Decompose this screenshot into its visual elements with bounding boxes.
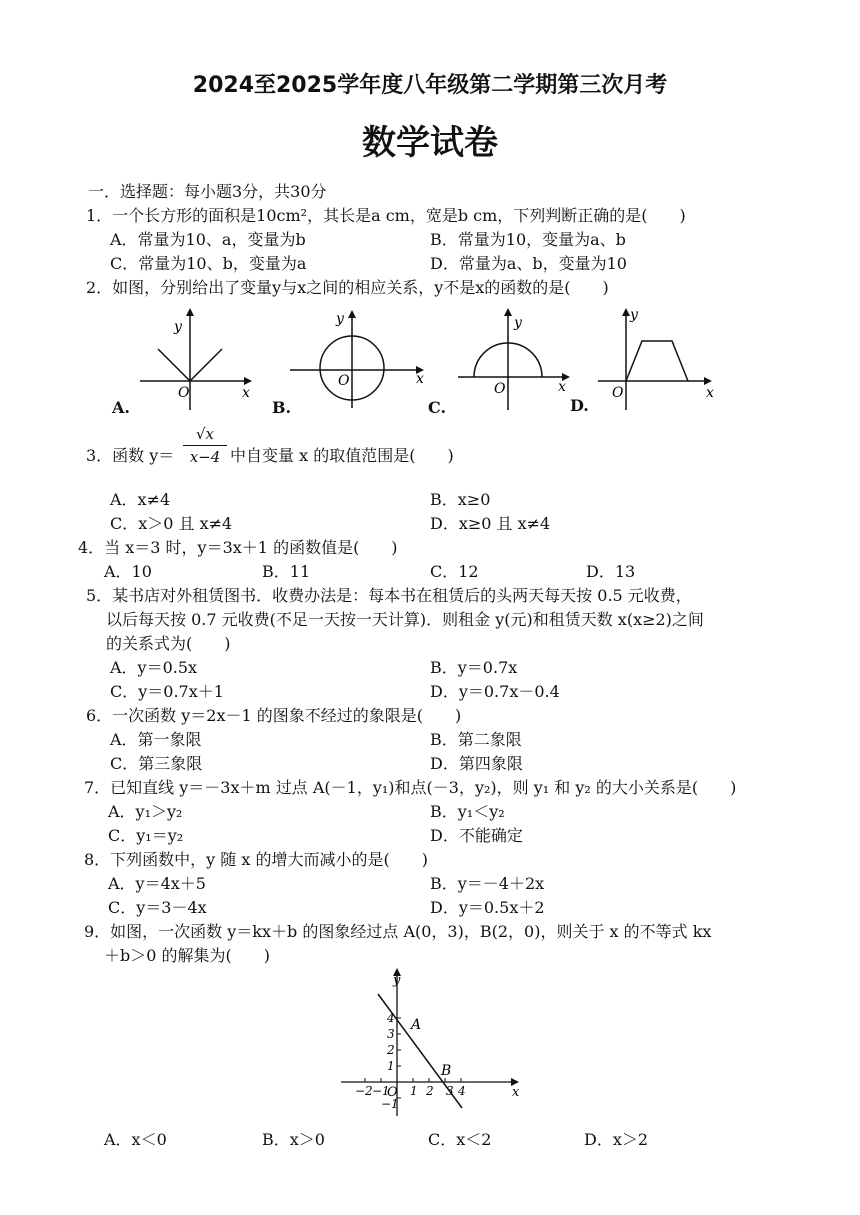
- svg-text:−1: −1: [372, 1084, 390, 1098]
- q5-option-d: D．y＝0.7x－0.4: [430, 682, 560, 701]
- svg-text:x: x: [416, 371, 424, 387]
- svg-text:3: 3: [446, 1084, 454, 1098]
- q6-option-a: A．第一象限: [110, 730, 202, 749]
- q6-stem: 6．一次函数 y＝2x－1 的图象不经过的象限是( ): [86, 706, 462, 725]
- q8-option-c: C．y＝3－4x: [108, 898, 207, 917]
- q4-option-b: B．11: [262, 562, 311, 581]
- svg-text:y: y: [336, 311, 344, 327]
- svg-text:4: 4: [387, 1011, 395, 1025]
- q3-numerator: √x: [195, 425, 215, 443]
- q5-option-b: B．y＝0.7x: [430, 658, 518, 677]
- q8-option-b: B．y＝－4＋2x: [430, 874, 545, 893]
- q4-stem: 4．当 x＝3 时，y＝3x＋1 的函数值是( ): [78, 538, 398, 557]
- svg-text:O: O: [178, 385, 190, 401]
- svg-text:A: A: [411, 1017, 422, 1033]
- q7-stem: 7．已知直线 y＝－3x＋m 过点 A(－1，y₁)和点(－3，y₂)，则 y₁ 和 y₂ 的大小关系是( ): [84, 778, 737, 797]
- q3-fraction: [183, 424, 227, 467]
- svg-text:y: y: [393, 973, 401, 988]
- q5-option-c: C．y＝0.7x＋1: [110, 682, 224, 701]
- q2-stem: 2．如图，分别给出了变量y与x之间的相应关系，y不是x的函数的是( ): [86, 278, 609, 297]
- svg-text:y: y: [630, 307, 638, 323]
- q3-stem-suffix: 中自变量 x 的取值范围是( ): [230, 446, 454, 465]
- q9-stem-line2: ＋b＞0 的解集为( ): [104, 946, 270, 965]
- exam-title: 2024至2025学年度八年级第二学期第三次月考: [192, 73, 668, 98]
- q3-option-d: D．x≥0 且 x≠4: [430, 514, 551, 533]
- q6-option-c: C．第三象限: [110, 754, 203, 773]
- q2-label-b: B.: [272, 398, 292, 417]
- svg-text:3: 3: [387, 1027, 395, 1041]
- q2-graph-a: [140, 305, 260, 415]
- q6-option-d: D．第四象限: [430, 754, 523, 773]
- q1-option-b: B．常量为10，变量为a、b: [430, 230, 626, 249]
- q4-option-d: D．13: [586, 562, 636, 581]
- q3-stem-prefix: 3．函数 y＝: [86, 446, 175, 465]
- svg-text:2: 2: [426, 1084, 434, 1098]
- q9-option-b: B．x＞0: [262, 1130, 325, 1149]
- section-heading: 一．选择题：每小题3分，共30分: [88, 182, 327, 201]
- q1-stem: 1．一个长方形的面积是10cm²，其长是a cm，宽是b cm，下列判断正确的是( ): [86, 206, 686, 225]
- svg-text:O: O: [387, 1085, 398, 1100]
- q1-option-d: D．常量为a、b，变量为10: [430, 254, 627, 273]
- q6-option-b: B．第二象限: [430, 730, 522, 749]
- q9-graph: [335, 962, 535, 1122]
- svg-text:B: B: [441, 1063, 452, 1079]
- q7-option-a: A．y₁＞y₂: [108, 802, 183, 821]
- q7-option-b: B．y₁＜y₂: [430, 802, 505, 821]
- q9-option-d: D．x＞2: [584, 1130, 649, 1149]
- q8-option-d: D．y＝0.5x＋2: [430, 898, 545, 917]
- svg-text:x: x: [242, 385, 250, 401]
- svg-text:1: 1: [410, 1084, 418, 1098]
- svg-text:1: 1: [387, 1059, 395, 1073]
- q5-stem-line1: 5．某书店对外租赁图书．收费办法是：每本书在租赁后的头两天每天按 0.5 元收费，: [86, 586, 692, 605]
- q2-label-a: A.: [112, 398, 130, 417]
- q3-denominator: x−4: [189, 448, 221, 466]
- fraction-bar: [183, 445, 227, 446]
- q5-stem-line2: 以后每天按 0.7 元收费(不足一天按一天计算)．则租金 y(元)和租赁天数 x(x≥2)之间: [106, 610, 704, 629]
- q4-option-a: A．10: [104, 562, 152, 581]
- q3-option-c: C．x＞0 且 x≠4: [110, 514, 233, 533]
- q3-option-b: B．x≥0: [430, 490, 491, 509]
- q2-label-d: D.: [570, 396, 589, 415]
- q7-option-c: C．y₁＝y₂: [108, 826, 184, 845]
- q5-option-a: A．y＝0.5x: [110, 658, 198, 677]
- q8-option-a: A．y＝4x＋5: [108, 874, 206, 893]
- q8-stem: 8．下列函数中，y 随 x 的增大而减小的是( ): [84, 850, 428, 869]
- q9-option-a: A．x＜0: [104, 1130, 167, 1149]
- q7-option-d: D．不能确定: [430, 826, 523, 845]
- svg-text:x: x: [558, 379, 566, 395]
- svg-text:−2: −2: [355, 1084, 373, 1098]
- q2-graph-d: [598, 305, 720, 415]
- svg-text:y: y: [514, 315, 522, 331]
- q2-graph-c: [458, 305, 578, 415]
- q1-option-c: C．常量为10、b，变量为a: [110, 254, 307, 273]
- svg-text:O: O: [494, 381, 506, 397]
- q5-stem-line3: 的关系式为( ): [106, 634, 231, 653]
- svg-text:x: x: [706, 385, 714, 401]
- svg-text:2: 2: [387, 1043, 395, 1057]
- q4-option-c: C．12: [430, 562, 479, 581]
- svg-text:−1: −1: [381, 1097, 399, 1111]
- svg-text:O: O: [612, 385, 624, 401]
- svg-text:4: 4: [458, 1084, 466, 1098]
- svg-text:O: O: [338, 373, 350, 389]
- q9-option-c: C．x＜2: [428, 1130, 492, 1149]
- q2-label-c: C.: [428, 398, 447, 417]
- paper-title: 数学试卷: [362, 123, 498, 163]
- q1-option-a: A．常量为10、a，变量为b: [110, 230, 306, 249]
- svg-text:y: y: [174, 319, 182, 335]
- svg-text:x: x: [512, 1085, 520, 1100]
- q2-graph-b: [290, 308, 430, 408]
- q3-option-a: A．x≠4: [110, 490, 171, 509]
- q9-stem-line1: 9．如图，一次函数 y＝kx＋b 的图象经过点 A(0，3)，B(2，0)，则关于 x 的不等式 kx: [84, 922, 712, 941]
